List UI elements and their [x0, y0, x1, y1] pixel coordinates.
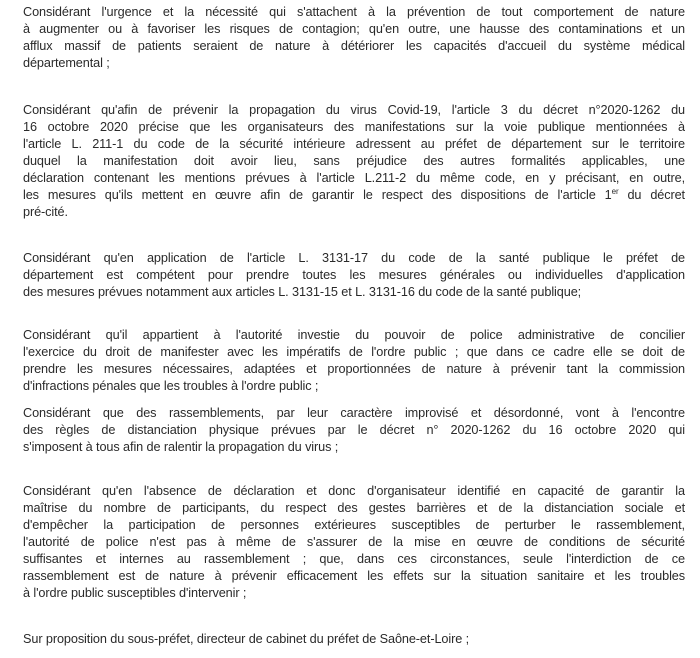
text-line: déclaration contenant les mentions prévues à l'article L.211-2 du même code, en y précisant, en outre, — [23, 171, 685, 185]
text-line: rassemblement est de nature à prévenir efficacement les effets sur la situation sanitaire et les troubles — [23, 569, 685, 583]
text-line: l'article L. 211-1 du code de la sécurité intérieure adressent au préfet de département sur le territoire — [23, 137, 685, 151]
text-segment: du décret — [618, 188, 685, 202]
text-line: Considérant qu'afin de prévenir la propagation du virus Covid-19, l'article 3 du décret n°2020-1262 du — [23, 103, 685, 117]
text-line: Considérant l'urgence et la nécessité qui s'attachent à la prévention de tout comportement de nature — [23, 5, 685, 19]
text-line: départemental ; — [23, 56, 110, 70]
paragraph-proposition — [23, 631, 685, 648]
text-line: s'imposent à tous afin de ralentir la propagation du virus ; — [23, 440, 339, 454]
text-line: duquel la manifestation doit avoir lieu, sans préjudice des autres formalités applicables, une — [23, 154, 685, 168]
text-line: Considérant qu'en application de l'article L. 3131-17 du code de la santé publique le préfet de — [23, 251, 685, 265]
text-line: afflux massif de patients seraient de nature à détériorer les capacités d'accueil du système médical — [23, 39, 685, 53]
text-line: Considérant que des rassemblements, par leur caractère improvisé et désordonné, vont à l'encontre — [23, 406, 685, 420]
paragraph-autorite-police — [23, 327, 685, 395]
paragraph-sante-publique — [23, 250, 685, 301]
text-line: d'infractions pénales que les troubles à l'ordre public ; — [23, 379, 319, 393]
text-line: prendre les mesures nécessaires, adaptées et proportionnées de nature à prévenir tant la commission — [23, 362, 685, 376]
text-line: maîtrise du nombre de participants, du respect des gestes barrières et de la distanciation sociale et — [23, 501, 685, 515]
text-line: Sur proposition du sous-préfet, directeur de cabinet du préfet de Saône-et-Loire ; — [23, 632, 470, 646]
text-line: département est compétent pour prendre toutes les mesures générales ou individuelles d'application — [23, 268, 685, 282]
text-line: l'autorité de police n'est pas à même de s'assurer de la mise en œuvre de conditions de sécurité — [23, 535, 685, 549]
text-line: Considérant qu'il appartient à l'autorité investie du pouvoir de police administrative de concilier — [23, 328, 685, 342]
paragraph-decret-propagation — [23, 102, 685, 221]
text-line: d'empêcher la participation de personnes extérieures susceptibles de perturber le rassemblement, — [23, 518, 685, 532]
text-line: l'exercice du droit de manifester avec les impératifs de l'ordre public ; que dans ce cadre elle se doit de — [23, 345, 685, 359]
paragraph-rassemblements — [23, 405, 685, 456]
text-line: suffisantes et internes au rassemblement ; que, dans ces circonstances, seule l'interdiction de ce — [23, 552, 685, 566]
text-line: des mesures prévues notamment aux articles L. 3131-15 et L. 3131-16 du code de la santé publique; — [23, 285, 582, 299]
text-line: pré-cité. — [23, 205, 68, 219]
paragraph-urgence — [23, 4, 685, 72]
text-segment: les mesures qu'ils mettent en œuvre afin de garantir le respect des dispositions de l'article 1 — [23, 188, 612, 202]
paragraph-absence-declaration — [23, 483, 685, 602]
text-line: Considérant qu'en l'absence de déclaration et donc d'organisateur identifié en capacité de garantir la — [23, 484, 685, 498]
text-line: à l'ordre public susceptibles d'intervenir ; — [23, 586, 247, 600]
text-line: 16 octobre 2020 précise que les organisateurs des manifestations sur la voie publique mentionnées à — [23, 120, 685, 134]
superscript: er — [611, 187, 619, 196]
text-line: des règles de distanciation physique prévues par le décret n° 2020-1262 du 16 octobre 2020 qui — [23, 423, 685, 437]
text-line — [23, 187, 685, 204]
text-line: à augmenter ou à favoriser les risques de contagion; qu'en outre, une hausse des contaminations et un — [23, 22, 685, 36]
